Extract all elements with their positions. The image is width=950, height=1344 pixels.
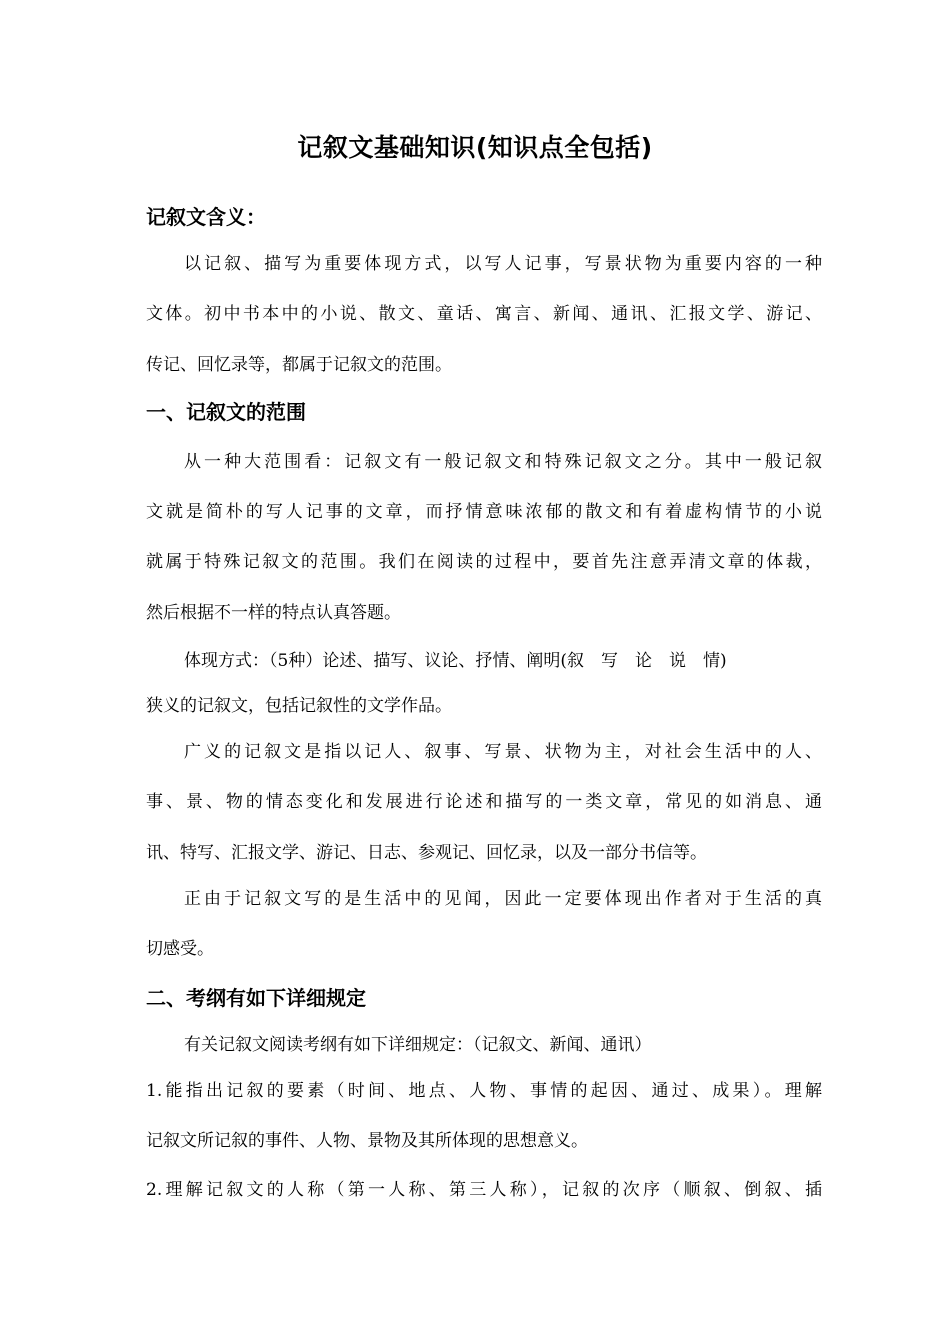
paragraph-line: 有关记叙文阅读考纲有如下详细规定：（记叙文、新闻、通讯） [184,1035,652,1055]
paragraph-line: 2.理解记叙文的人称（第一人称、第三人称），记叙的次序（顺叙、倒叙、插 [146,1180,822,1200]
paragraph-line: 文就是简朴的写人记事的文章，而抒情意味浓郁的散文和有着虚构情节的小说 [146,502,822,522]
paragraph-line: 以记叙、描写为重要体现方式，以写人记事，写景状物为重要内容的一种 [184,254,822,274]
paragraph-line: 切感受。 [146,939,214,959]
section-heading-meaning: 记叙文含义： [146,205,266,229]
paragraph-line: 讯、特写、汇报文学、游记、日志、参观记、回忆录，以及一部分书信等。 [146,843,707,863]
paragraph-line: 记叙文所记叙的事件、人物、景物及其所体现的思想意义。 [146,1131,588,1151]
paragraph-line: 狭义的记叙文，包括记叙性的文学作品。 [146,696,452,716]
paragraph-line: 从一种大范围看：记叙文有一般记叙文和特殊记叙文之分。其中一般记叙 [184,452,822,472]
paragraph-line: 事、景、物的情态变化和发展进行论述和描写的一类文章，常见的如消息、通 [146,792,822,812]
document-title: 记叙文基础知识(知识点全包括) [297,133,653,162]
paragraph-line: 正由于记叙文写的是生活中的见闻，因此一定要体现出作者对于生活的真 [184,889,822,909]
section-heading-syllabus: 二、考纲有如下详细规定 [146,986,366,1010]
section-heading-scope: 一、记叙文的范围 [146,400,306,424]
paragraph-line: 传记、回忆录等，都属于记叙文的范围。 [146,355,452,375]
paragraph-line: 1.能指出记叙的要素（时间、地点、人物、事情的起因、通过、成果）。理解 [146,1081,822,1101]
paragraph-line: 就属于特殊记叙文的范围。我们在阅读的过程中，要首先注意弄清文章的体裁， [146,552,822,572]
paragraph-line: 广义的记叙文是指以记人、叙事、写景、状物为主，对社会生活中的人、 [184,742,822,762]
paragraph-line: 体现方式：（5种）论述、描写、议论、抒情、阐明(叙 写 论 说 情) [184,651,727,671]
paragraph-line: 然后根据不一样的特点认真答题。 [146,603,401,623]
paragraph-line: 文体。初中书本中的小说、散文、童话、寓言、新闻、通讯、汇报文学、游记、 [146,304,822,324]
